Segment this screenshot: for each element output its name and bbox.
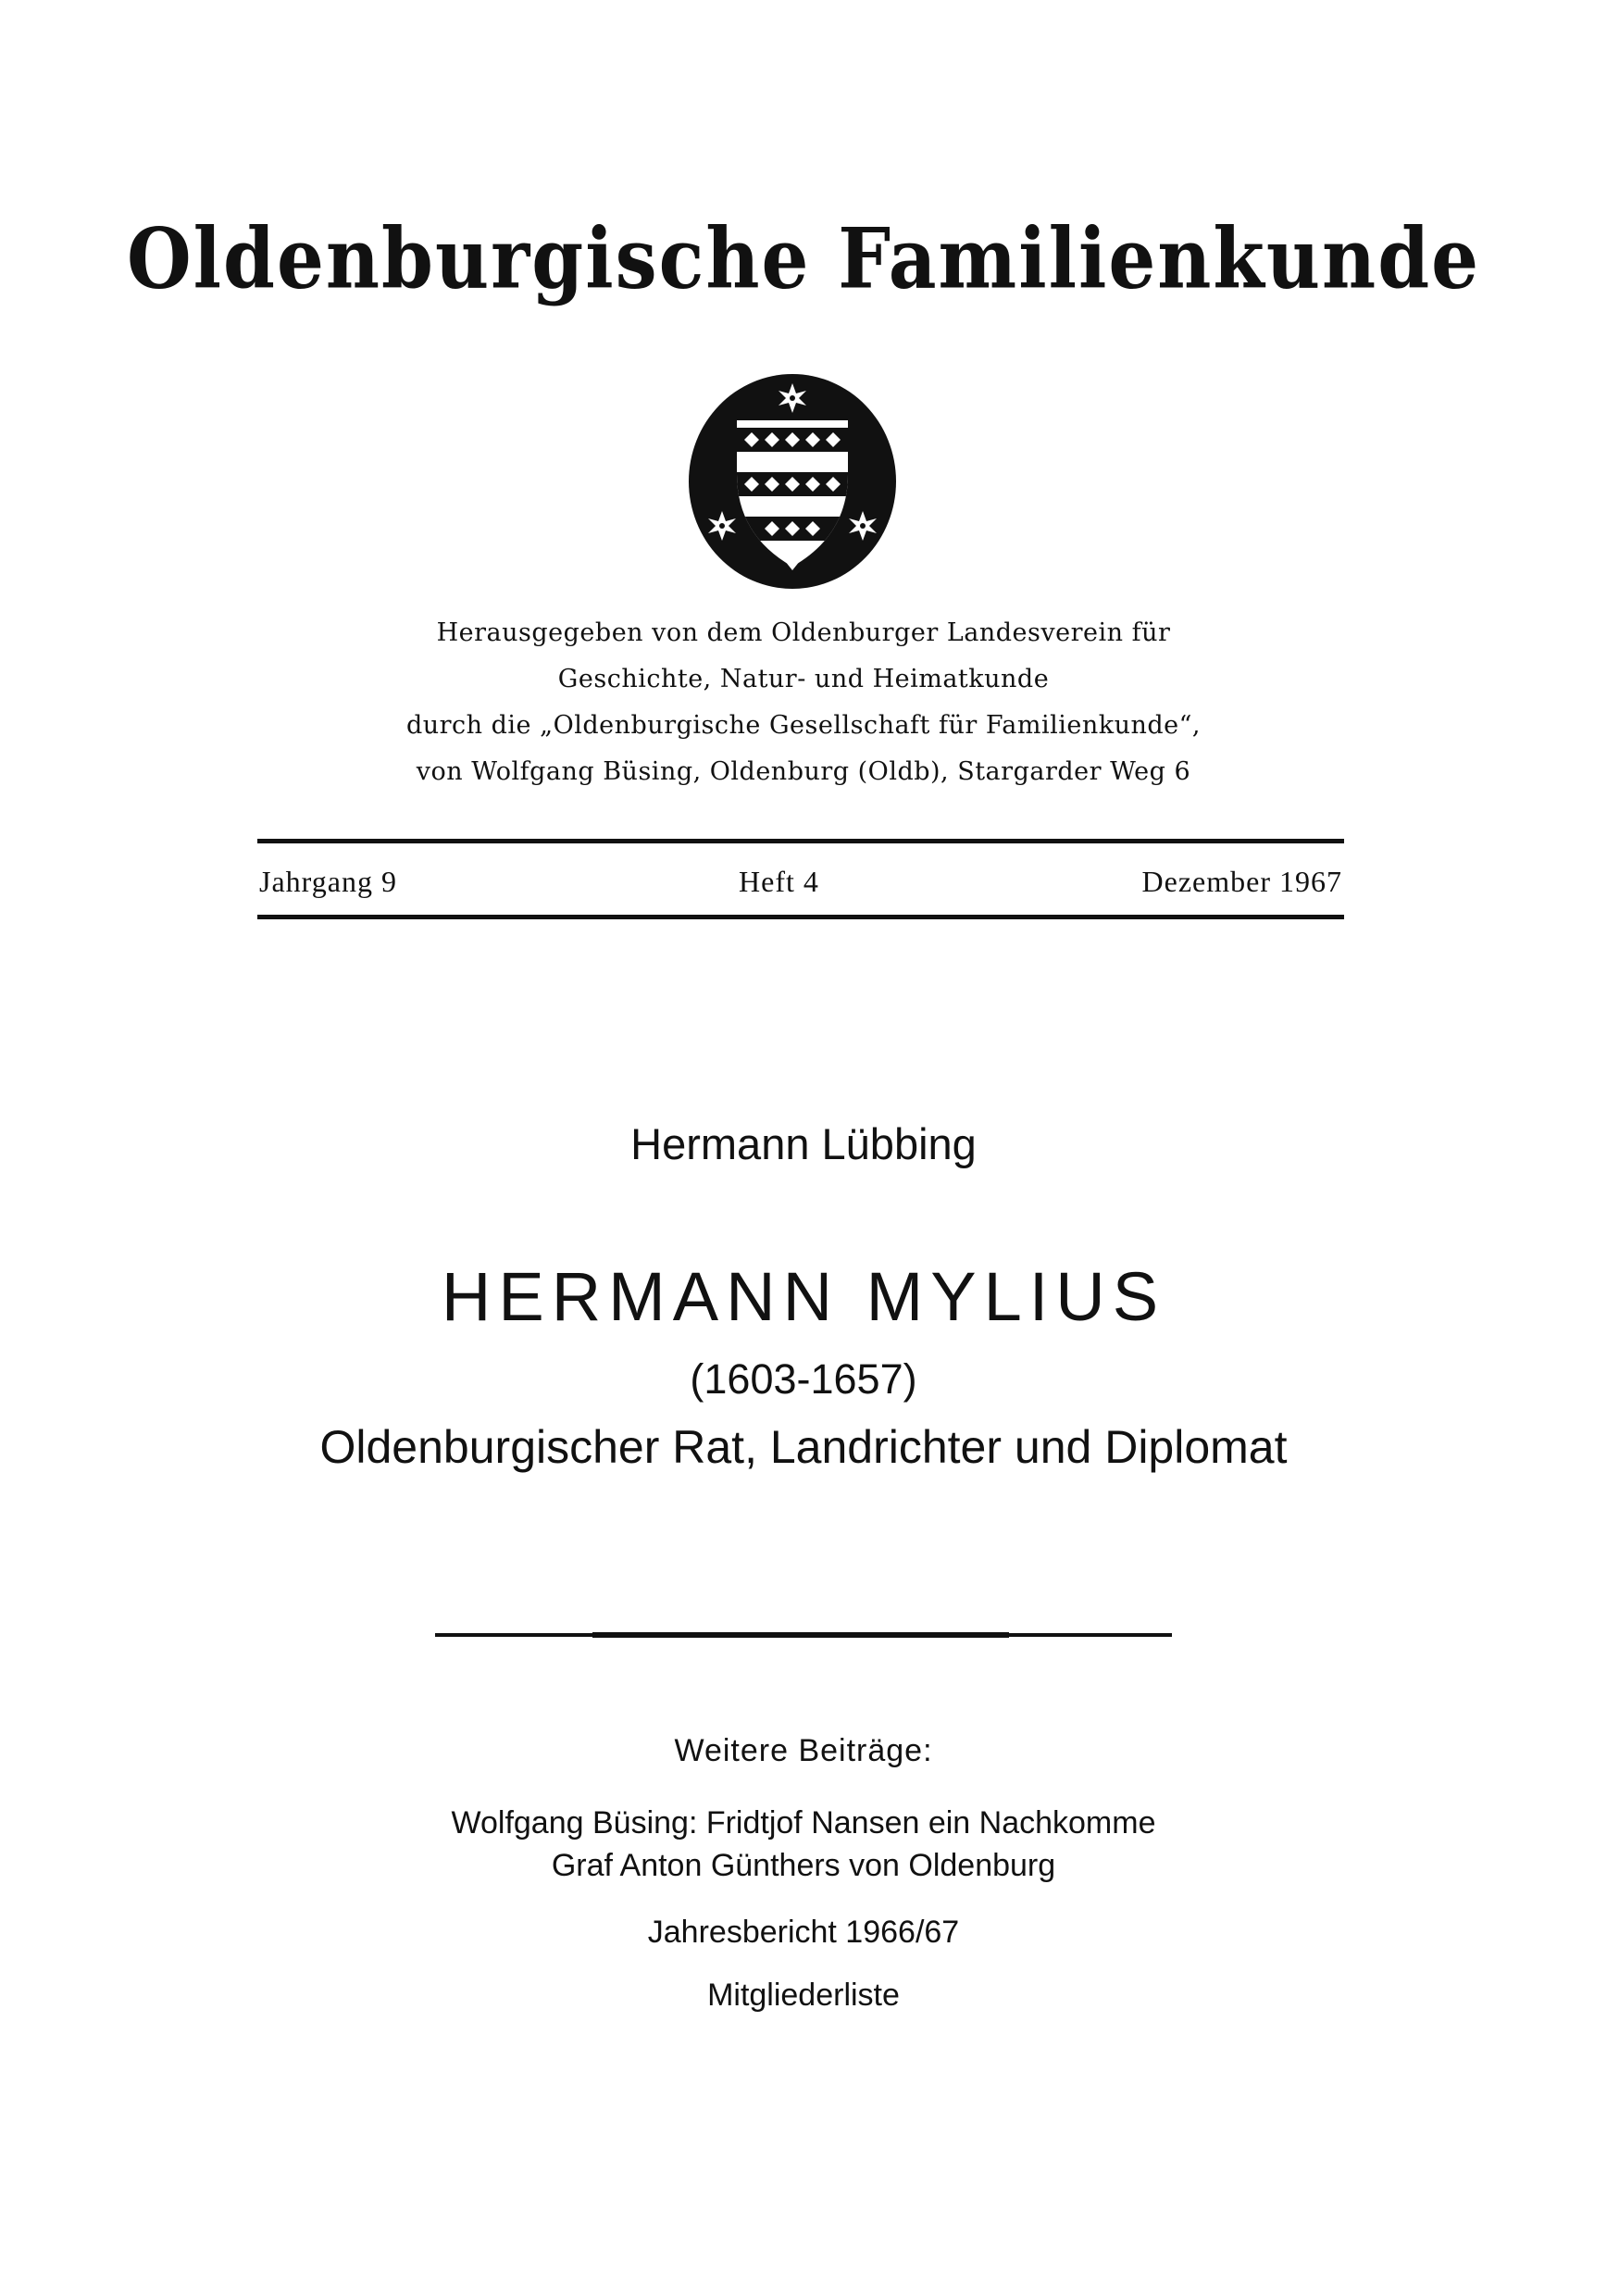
article-author: Hermann Lübbing bbox=[630, 1119, 977, 1168]
article-subtitle: Oldenburgischer Rat, Landrichter und Diplomat bbox=[319, 1421, 1288, 1473]
issue-rule-bottom bbox=[257, 915, 1344, 919]
contribution-item: Graf Anton Günthers von Oldenburg bbox=[551, 1848, 1056, 1883]
further-contributions-heading: Weitere Beiträge: bbox=[674, 1733, 933, 1768]
section-divider-thick bbox=[592, 1632, 1009, 1638]
article-title: HERMANN MYLIUS bbox=[441, 1258, 1166, 1335]
contribution-item: Mitgliederliste bbox=[707, 1978, 900, 2013]
publisher-line-2: Geschichte, Natur- und Heimatkunde bbox=[557, 665, 1050, 693]
issue-rule-top bbox=[257, 839, 1344, 843]
issue-volume: Jahrgang 9 bbox=[259, 865, 397, 898]
article-years: (1603-1657) bbox=[690, 1355, 917, 1403]
contribution-item: Wolfgang Büsing: Fridtjof Nansen ein Nachkomme bbox=[451, 1805, 1156, 1841]
contribution-item: Jahresbericht 1966/67 bbox=[647, 1915, 960, 1950]
issue-date: Dezember 1967 bbox=[1141, 865, 1342, 898]
publisher-line-3: durch die „Oldenburgische Gesellschaft für Familienkunde“, bbox=[405, 711, 1202, 740]
issue-number: Heft 4 bbox=[739, 865, 819, 898]
masthead-title: Oldenburgische Familienkunde bbox=[126, 209, 1481, 307]
publisher-line-1: Herausgegeben von dem Oldenburger Landesverein für bbox=[436, 618, 1171, 647]
publisher-line-4: von Wolfgang Büsing, Oldenburg (Oldb), Stargarder Weg 6 bbox=[416, 757, 1191, 786]
coat-of-arms-seal-icon bbox=[685, 370, 900, 593]
